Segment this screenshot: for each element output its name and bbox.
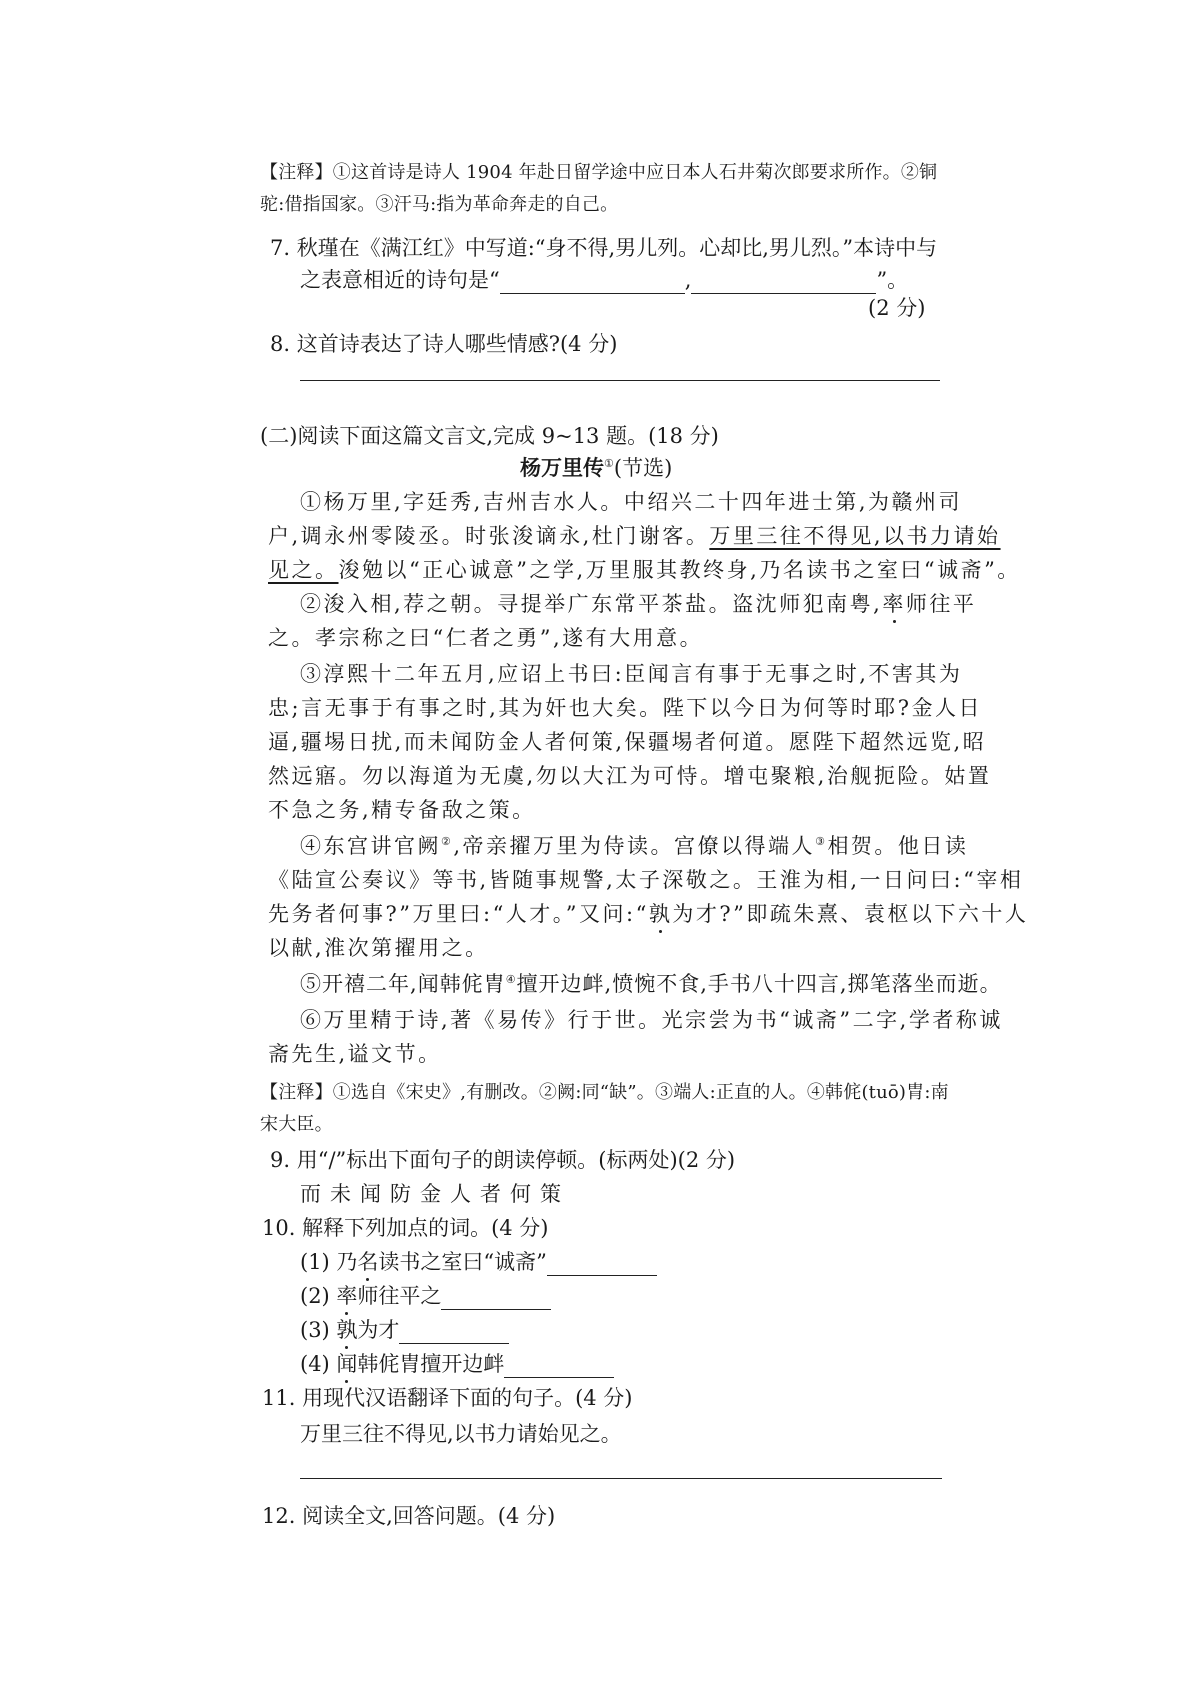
passage-p3-line-1: ③淳熙十二年五月,应诏上书曰:臣闻言有事于无事之时,不害其为 <box>300 662 963 686</box>
question-9-sentence: 而未闻防金人者何策 <box>300 1182 570 1206</box>
question-7-line-2 <box>300 264 908 294</box>
question-7-comma: , <box>684 268 692 292</box>
question-10-text: 10. 解释下列加点的词。(4 分) <box>262 1216 549 1240</box>
q10-item-3-c: 为才 <box>357 1318 400 1342</box>
passage-title-suffix: (节选) <box>613 456 673 480</box>
passage-p1-line-3-c: 乃名 <box>759 558 807 582</box>
passage-footnote-mark-3: ③ <box>815 835 828 848</box>
question-12-text: 12. 阅读全文,回答问题。(4 分) <box>262 1504 556 1528</box>
question-7-text: 7. 秋瑾在《满江红》中写道:“身不得,男儿列。心却比,男儿烈。”本诗中与 <box>270 236 938 260</box>
section-2-heading: (二)阅读下面这篇文言文,完成 9~13 题。(18 分) <box>260 424 719 448</box>
q10-item-1-dotted-char: 名 <box>357 1250 379 1274</box>
question-10-item-1 <box>300 1246 657 1276</box>
passage-footnote-mark-2: ② <box>441 835 454 848</box>
passage-p1-line-3 <box>268 554 1021 584</box>
poem-note-line-2: 驼:借指国家。③汗马:指为革命奔走的自己。 <box>260 194 619 215</box>
q10-item-1-a: (1) 乃 <box>300 1250 358 1274</box>
passage-underlined-sentence-part-2: 见之。 <box>268 558 339 582</box>
passage-p4-line-1 <box>300 830 968 860</box>
q10-item-4-dotted-char: 闻 <box>336 1352 358 1376</box>
passage-p4-line-4: 以献,淮次第擢用之。 <box>268 936 489 960</box>
passage-p4-line-1-a: ④东宫讲官阙 <box>300 834 441 858</box>
passage-note-line-1: 【注释】①选自《宋史》,有删改。②阙:同“缺”。③端人:正直的人。④韩侂(tuō)胄:南 <box>260 1082 949 1103</box>
passage-title <box>520 452 672 482</box>
q10-item-1-answer-blank[interactable] <box>547 1255 657 1276</box>
passage-p5-line-1-d: 擅开边衅,愤惋不食,手书八十四言,掷笔落坐而逝。 <box>516 972 1002 996</box>
question-7-answer-blank-1[interactable] <box>500 273 685 294</box>
passage-p5-line-1-a: ⑤开禧二年, <box>300 972 418 996</box>
question-8-text: 8. 这首诗表达了诗人哪些情感?(4 分) <box>270 332 618 356</box>
question-8-answer-line[interactable] <box>300 380 940 381</box>
question-10-item-2 <box>300 1280 551 1310</box>
q10-item-2-a: (2) <box>300 1284 337 1308</box>
passage-p2-line-1 <box>300 588 976 618</box>
passage-dotted-char-shu: 孰 <box>648 902 673 926</box>
question-11-answer-line[interactable] <box>300 1478 942 1479</box>
passage-p3-line-5: 不急之务,精专备敌之策。 <box>268 798 536 822</box>
passage-p2-line-1-a: ②浚入相,荐之朝。寻提举广东常平茶盐。盗沈师犯南粤, <box>300 592 883 616</box>
passage-p4-line-1-b: ,帝亲擢万里为侍读。宫僚以得端人 <box>453 834 816 858</box>
q10-item-3-a: (3) <box>300 1318 337 1342</box>
passage-p5-line-1-b: 闻 <box>417 972 440 996</box>
passage-p4-line-3 <box>268 898 1028 928</box>
question-10-item-4 <box>300 1348 614 1378</box>
passage-title-footnote-mark: ① <box>604 457 614 470</box>
passage-p5-line-1-c: 韩侂胄 <box>439 972 506 996</box>
q10-item-3-dotted-char: 孰 <box>336 1318 358 1342</box>
passage-p1-line-1: ①杨万里,字廷秀,吉州吉水人。中绍兴二十四年进士第,为赣州司 <box>300 490 963 514</box>
q10-item-3-answer-blank[interactable] <box>399 1323 509 1344</box>
question-7-close-quote: ”。 <box>876 268 909 292</box>
q10-item-2-dotted-char: 率 <box>336 1284 358 1308</box>
question-11-sentence: 万里三往不得见,以书力请始见之。 <box>300 1422 622 1446</box>
passage-p2-line-1-c: 师往平 <box>905 592 977 616</box>
question-7-score: (2 分) <box>868 296 926 320</box>
passage-p1-line-2 <box>268 520 1001 550</box>
passage-p5-line-1 <box>300 968 1002 998</box>
q10-item-2-answer-blank[interactable] <box>441 1289 551 1310</box>
question-11-text: 11. 用现代汉语翻译下面的句子。(4 分) <box>262 1386 633 1410</box>
passage-note-line-2: 宋大臣。 <box>260 1114 333 1135</box>
q10-item-4-c: 韩侂胄擅开边衅 <box>357 1352 505 1376</box>
passage-p3-line-4: 然远寤。勿以海道为无虞,勿以大江为可恃。增屯聚粮,治舰扼险。姑置 <box>268 764 992 788</box>
question-7-answer-blank-2[interactable] <box>691 273 876 294</box>
question-10-item-3 <box>300 1314 509 1344</box>
passage-p3-line-3: 逼,疆埸日扰,而未闻防金人者何策,保疆埸者何道。愿陛下超然远览,昭 <box>268 730 987 754</box>
passage-p1-line-3-b: 浚勉以“正心诚意”之学,万里服其教终身, <box>338 558 760 582</box>
q10-item-4-a: (4) <box>300 1352 337 1376</box>
q10-item-4-answer-blank[interactable] <box>504 1357 614 1378</box>
question-9-text: 9. 用“/”标出下面句子的朗读停顿。(标两处)(2 分) <box>270 1148 736 1172</box>
q10-item-2-c: 师往平之 <box>357 1284 442 1308</box>
passage-title-text: 杨万里传 <box>520 455 604 480</box>
passage-underlined-sentence-part-1: 万里三往不得见,以书力请始 <box>709 524 1001 548</box>
passage-p4-line-3-a: 先务者何事?”万里曰:“人才。”又问:“ <box>268 902 649 926</box>
passage-p3-line-2: 忠;言无事于有事之时,其为奸也大矣。陛下以今日为何等时耶?金人日 <box>268 696 983 720</box>
passage-p4-line-1-c: 相贺。他日读 <box>827 834 969 858</box>
passage-footnote-mark-4: ④ <box>505 973 517 986</box>
passage-p6-line-1: ⑥万里精于诗,著《易传》行于世。光宗尝为书“诚斋”二字,学者称诚 <box>300 1008 1003 1032</box>
poem-note-line-1: 【注释】①这首诗是诗人 1904 年赴日留学途中应日本人石井菊次郎要求所作。②铜 <box>260 162 938 183</box>
passage-p6-line-2: 斋先生,谥文节。 <box>268 1042 442 1066</box>
passage-p2-line-2: 之。孝宗称之曰“仁者之勇”,遂有大用意。 <box>268 626 704 650</box>
q10-item-1-c: 读书之室曰“诚斋” <box>378 1250 547 1274</box>
passage-dotted-char-lv: 率 <box>882 592 906 616</box>
passage-p4-line-2: 《陆宣公奏议》等书,皆随事规警,太子深敬之。王淮为相,一日问曰:“宰相 <box>268 868 1024 892</box>
question-7-prompt: 之表意相近的诗句是“ <box>300 268 500 292</box>
passage-p1-line-2-a: 户,调永州零陵丞。时张浚谪永,杜门谢客。 <box>268 524 710 548</box>
passage-p4-line-3-c: 为才?”即疏朱熹、袁枢以下六十人 <box>672 902 1029 926</box>
passage-p1-line-3-d: 读书之室曰“诚斋”。 <box>806 558 1021 582</box>
